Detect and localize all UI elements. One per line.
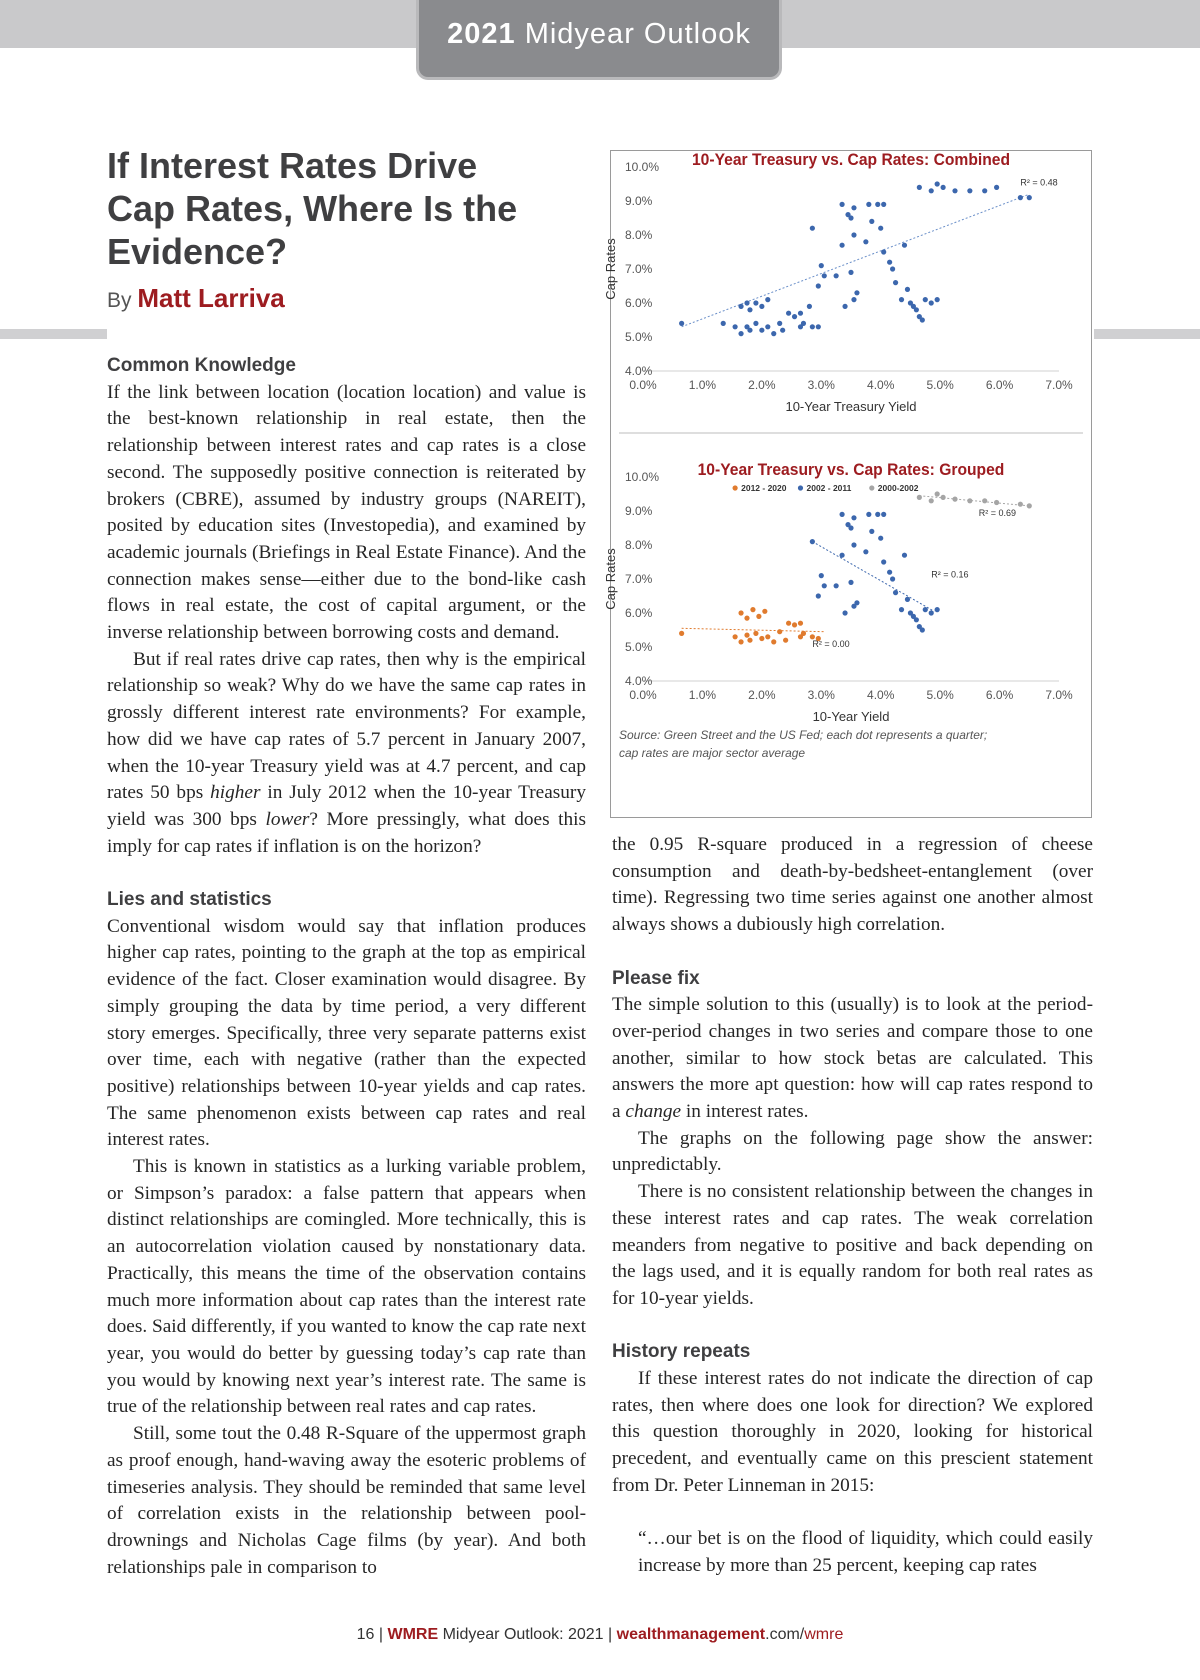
data-point bbox=[1018, 502, 1023, 507]
paragraph: Still, some tout the 0.48 R-Square of the uppermost graph as proof enough, hand-waving away the esoteric problems of timeseries analysis. They should be reminded that same level of correlation exists in the relationship between pool-drownings and Nicholas Cage films (by year). And both relationships pale in comparison to bbox=[107, 1423, 586, 1578]
x-tick-label: 7.0% bbox=[1045, 688, 1073, 702]
paragraph: The simple solution to this (usually) is to look at the period-over-period changes in two series and compare those to one another, similar to how stock betas are calculated. This answers the more apt question: how will cap rates respond to a change in interest rates. bbox=[612, 994, 1093, 1123]
right-column bbox=[612, 832, 1093, 1580]
y-tick-label: 5.0% bbox=[625, 640, 653, 654]
data-point bbox=[869, 529, 874, 534]
y-tick-label: 9.0% bbox=[625, 504, 653, 518]
data-point bbox=[881, 512, 886, 517]
data-point bbox=[863, 549, 868, 554]
chart-figure bbox=[603, 150, 1092, 818]
data-point bbox=[863, 239, 868, 244]
data-point bbox=[881, 249, 886, 254]
data-point bbox=[765, 634, 770, 639]
author-name: Matt Larriva bbox=[137, 283, 285, 313]
chart-source-line: Source: Green Street and the US Fed; each dot represents a quarter; bbox=[619, 728, 988, 742]
data-point bbox=[753, 300, 758, 305]
section-heading: Common Knowledge bbox=[107, 355, 296, 376]
data-point bbox=[1027, 503, 1032, 508]
data-point bbox=[819, 263, 824, 268]
data-point bbox=[679, 631, 684, 636]
data-point bbox=[807, 304, 812, 309]
data-point bbox=[747, 307, 752, 312]
data-point bbox=[750, 607, 755, 612]
paragraph: There is no consistent relationship between the changes in these interest rates and cap rates. The weak correlation meanders from negative to positive and back depending on the lags used, and it is equally random for both real rates as for 10-year yields. bbox=[612, 1181, 1093, 1309]
data-point bbox=[756, 614, 761, 619]
header-title: 2021 Midyear Outlook bbox=[447, 18, 751, 50]
data-point bbox=[1018, 195, 1023, 200]
data-point bbox=[866, 512, 871, 517]
y-tick-label: 9.0% bbox=[625, 194, 653, 208]
data-point bbox=[848, 525, 853, 530]
data-point bbox=[834, 273, 839, 278]
data-point bbox=[759, 328, 764, 333]
x-tick-label: 2.0% bbox=[748, 688, 776, 702]
data-point bbox=[905, 287, 910, 292]
data-point bbox=[878, 226, 883, 231]
data-point bbox=[753, 631, 758, 636]
data-point bbox=[765, 324, 770, 329]
x-axis-label: 10-Year Treasury Yield bbox=[785, 399, 917, 414]
r-squared-label: R² = 0.00 bbox=[812, 639, 850, 649]
footer-publication: Midyear Outlook: 2021 bbox=[442, 1626, 604, 1643]
data-point bbox=[842, 304, 847, 309]
data-point bbox=[935, 491, 940, 496]
data-point bbox=[854, 600, 859, 605]
data-point bbox=[893, 280, 898, 285]
x-tick-label: 3.0% bbox=[807, 378, 835, 392]
trendline bbox=[919, 496, 1029, 506]
data-point bbox=[866, 202, 871, 207]
legend-label: 2012 - 2020 bbox=[741, 483, 787, 493]
data-point bbox=[792, 314, 797, 319]
data-point bbox=[747, 638, 752, 643]
data-point bbox=[738, 304, 743, 309]
paragraph: If these interest rates do not indicate the direction of cap rates, then where does one look for direction? We explored this question thoroughly in 2020, looking for historical precedent, and eventually came on this prescient statement from Dr. Peter Linneman in 2015: bbox=[612, 1368, 1093, 1496]
data-point bbox=[881, 202, 886, 207]
r-squared-label: R² = 0.48 bbox=[1020, 177, 1058, 188]
data-point bbox=[842, 610, 847, 615]
data-point bbox=[839, 243, 844, 248]
data-point bbox=[747, 328, 752, 333]
x-tick-label: 7.0% bbox=[1045, 378, 1073, 392]
data-point bbox=[783, 638, 788, 643]
x-tick-label: 4.0% bbox=[867, 688, 895, 702]
x-tick-label: 0.0% bbox=[629, 688, 657, 702]
data-point bbox=[887, 260, 892, 265]
legend-label: 2000-2002 bbox=[877, 483, 919, 493]
data-point bbox=[914, 307, 919, 312]
data-point bbox=[738, 331, 743, 336]
chart-title: 10-Year Treasury vs. Cap Rates: Combined bbox=[691, 150, 1011, 170]
x-tick-label: 1.0% bbox=[688, 688, 717, 702]
data-point bbox=[923, 607, 928, 612]
y-tick-label: 6.0% bbox=[625, 606, 653, 620]
data-point bbox=[875, 202, 880, 207]
left-column bbox=[107, 353, 586, 1581]
trendline bbox=[812, 542, 934, 612]
y-tick-label: 7.0% bbox=[625, 572, 653, 586]
x-tick-label: 1.0% bbox=[688, 378, 717, 392]
data-point bbox=[941, 495, 946, 500]
data-point bbox=[798, 634, 803, 639]
data-point bbox=[967, 498, 972, 503]
y-axis-label: Cap Rates bbox=[603, 238, 618, 300]
data-point bbox=[941, 185, 946, 190]
divider-line-right bbox=[1094, 329, 1200, 339]
data-point bbox=[762, 609, 767, 614]
x-tick-label: 6.0% bbox=[985, 378, 1014, 392]
scatter-charts bbox=[603, 150, 1091, 817]
data-point bbox=[851, 232, 856, 237]
data-point bbox=[848, 580, 853, 585]
data-point bbox=[923, 297, 928, 302]
x-tick-label: 0.0% bbox=[629, 378, 657, 392]
data-point bbox=[771, 639, 776, 644]
y-tick-label: 4.0% bbox=[625, 674, 653, 688]
data-point bbox=[810, 539, 815, 544]
data-point bbox=[786, 621, 791, 626]
data-point bbox=[851, 297, 856, 302]
data-point bbox=[982, 498, 987, 503]
data-point bbox=[967, 188, 972, 193]
page-number: 16 bbox=[356, 1626, 375, 1643]
data-point bbox=[890, 576, 895, 581]
legend-label: 2002 - 2011 bbox=[806, 483, 852, 493]
x-axis-label: 10-Year Yield bbox=[812, 709, 890, 724]
data-point bbox=[834, 583, 839, 588]
data-point bbox=[771, 331, 776, 336]
data-point bbox=[869, 219, 874, 224]
data-point bbox=[744, 616, 749, 621]
data-point bbox=[848, 270, 853, 275]
data-point bbox=[982, 188, 987, 193]
legend-marker bbox=[733, 485, 738, 490]
divider-line-left bbox=[0, 329, 107, 339]
data-point bbox=[819, 573, 824, 578]
x-tick-label: 4.0% bbox=[867, 378, 895, 392]
byline: By Matt Larriva bbox=[107, 283, 285, 313]
y-tick-label: 5.0% bbox=[625, 330, 653, 344]
data-point bbox=[899, 297, 904, 302]
x-tick-label: 2.0% bbox=[748, 378, 776, 392]
data-point bbox=[848, 215, 853, 220]
data-point bbox=[929, 498, 934, 503]
data-point bbox=[786, 311, 791, 316]
data-point bbox=[816, 283, 821, 288]
x-tick-label: 6.0% bbox=[985, 688, 1014, 702]
data-point bbox=[816, 593, 821, 598]
data-point bbox=[839, 512, 844, 517]
y-tick-label: 8.0% bbox=[625, 228, 653, 242]
x-tick-label: 5.0% bbox=[926, 688, 954, 702]
data-point bbox=[777, 321, 782, 326]
data-point bbox=[878, 536, 883, 541]
data-point bbox=[929, 188, 934, 193]
data-point bbox=[914, 617, 919, 622]
data-point bbox=[899, 607, 904, 612]
data-point bbox=[738, 610, 743, 615]
data-point bbox=[851, 515, 856, 520]
data-point bbox=[905, 597, 910, 602]
data-point bbox=[816, 324, 821, 329]
paragraph: This is known in statistics as a lurking variable problem, or Simpson’s paradox: a false pattern that appears when distinct relationships are comingled. More technically, this is an autocorrelation violation caused by nonstationary data. Practically, this means the time of the observation contains much more information about cap rates than the interest rate does. Said differently, if you wanted to know the cap rate next year, you would do better by guessing today’s cap rate than you would by knowing next year’s interest rate. The same is true of the relationship between real rates and cap rates. bbox=[107, 1156, 586, 1418]
data-point bbox=[810, 324, 815, 329]
chart-title: 10-Year Treasury vs. Cap Rates: Grouped bbox=[697, 460, 1005, 480]
data-point bbox=[920, 627, 925, 632]
data-point bbox=[917, 185, 922, 190]
data-point bbox=[854, 290, 859, 295]
data-point bbox=[721, 321, 726, 326]
data-point bbox=[679, 321, 684, 326]
data-point bbox=[839, 553, 844, 558]
page-footer: 16 | WMRE Midyear Outlook: 2021 | wealthmanagement.com/wmre bbox=[356, 1626, 844, 1643]
data-point bbox=[893, 590, 898, 595]
y-tick-label: 10.0% bbox=[625, 160, 660, 174]
data-point bbox=[887, 570, 892, 575]
data-point bbox=[929, 300, 934, 305]
data-point bbox=[798, 621, 803, 626]
data-point bbox=[839, 202, 844, 207]
data-point bbox=[792, 622, 797, 627]
data-point bbox=[738, 639, 743, 644]
data-point bbox=[759, 304, 764, 309]
y-tick-label: 6.0% bbox=[625, 296, 653, 310]
section-heading: Lies and statistics bbox=[107, 889, 272, 911]
data-point bbox=[920, 317, 925, 322]
data-point bbox=[1027, 195, 1032, 200]
data-point bbox=[744, 300, 749, 305]
data-point bbox=[917, 495, 922, 500]
data-point bbox=[952, 497, 957, 502]
data-point bbox=[822, 583, 827, 588]
legend-marker bbox=[869, 485, 874, 490]
data-point bbox=[935, 607, 940, 612]
data-point bbox=[759, 636, 764, 641]
footer-brand: WMRE bbox=[387, 1626, 439, 1643]
data-point bbox=[935, 181, 940, 186]
data-point bbox=[810, 226, 815, 231]
r-squared-label: R² = 0.69 bbox=[978, 508, 1017, 519]
data-point bbox=[777, 629, 782, 634]
y-axis-label: Cap Rates bbox=[603, 548, 618, 610]
data-point bbox=[798, 311, 803, 316]
y-tick-label: 7.0% bbox=[625, 262, 653, 276]
article-title: If Interest Rates Drive Cap Rates, Where Is the Evidence? bbox=[107, 145, 518, 272]
paragraph: If the link between location (location location) and value is the best-known relationship in real estate, then the relationship between interest rates and cap rates is a close second. The supposedly positive connection is reiterated by brokers (CBRE), assumed by industry groups (NAREIT), posited by education sites (Investopedia), and examined by academic journals (Briefings in Real Estate Finance). And the connection makes sense—either due to the bond-like cash flows in real estate, the cost of capital argument, or the inverse relationship between borrowing costs and demand. bbox=[107, 381, 586, 644]
x-tick-label: 5.0% bbox=[926, 378, 954, 392]
footer-website[interactable]: wealthmanagement.com/wmre bbox=[616, 1626, 844, 1643]
data-point bbox=[902, 553, 907, 558]
data-point bbox=[798, 324, 803, 329]
data-point bbox=[881, 559, 886, 564]
paragraph: But if real rates drive cap rates, then why is the empirical relationship so weak? Why do we have the same cap rates in grossly different interest rate environments? For example, how did we have cap rates of 5.7 percent in January 2007, when the 10-year Treasury yield was at 4.7 percent, and cap rates 50 bps higher in July 2012 when the 10-year Treasury yield was 300 bps lower? More pressingly, what does this imply for cap rates if inflation is on the horizon? bbox=[107, 648, 586, 857]
y-tick-label: 8.0% bbox=[625, 538, 653, 552]
x-tick-label: 3.0% bbox=[807, 688, 835, 702]
y-tick-label: 10.0% bbox=[625, 470, 660, 484]
data-point bbox=[851, 205, 856, 210]
data-point bbox=[875, 512, 880, 517]
paragraph: The graphs on the following page show the answer: unpredictably. bbox=[612, 1127, 1093, 1176]
chart-source-line: cap rates are major sector average bbox=[619, 746, 806, 760]
r-squared-label: R² = 0.16 bbox=[931, 569, 969, 580]
data-point bbox=[753, 321, 758, 326]
data-point bbox=[765, 297, 770, 302]
trendline bbox=[682, 194, 1030, 327]
data-point bbox=[994, 185, 999, 190]
data-point bbox=[935, 297, 940, 302]
data-point bbox=[994, 500, 999, 505]
data-point bbox=[851, 542, 856, 547]
data-point bbox=[902, 243, 907, 248]
data-point bbox=[733, 634, 738, 639]
data-point bbox=[780, 328, 785, 333]
data-point bbox=[952, 188, 957, 193]
paragraph: the 0.95 R-square produced in a regression of cheese consumption and death-by-bedsheet-entanglement (over time). Regressing two time series against one another almost always shows a dubiously high correlation. bbox=[612, 834, 1093, 936]
data-point bbox=[744, 633, 749, 638]
legend-marker bbox=[798, 485, 803, 490]
section-heading: Please fix bbox=[612, 967, 700, 989]
data-point bbox=[890, 266, 895, 271]
data-point bbox=[733, 324, 738, 329]
block-quote: “…our bet is on the flood of liquidity, which could easily increase by more than 25 percent, keeping cap rates bbox=[638, 1528, 1093, 1576]
data-point bbox=[929, 610, 934, 615]
header-tab bbox=[416, 0, 782, 80]
section-heading: History repeats bbox=[612, 1341, 751, 1363]
y-tick-label: 4.0% bbox=[625, 364, 653, 378]
paragraph: Conventional wisdom would say that inflation produces higher cap rates, pointing to the graph at the top as empirical evidence of the fact. Closer examination would disagree. By simply grouping the data by time period, a very different story emerges. Specifically, three very separate patterns exist over time, each with negative (rather than the expected positive) relationships between 10-year yields and cap rates. The same phenomenon exists between cap rates and real interest rates. bbox=[107, 915, 586, 1151]
data-point bbox=[822, 273, 827, 278]
